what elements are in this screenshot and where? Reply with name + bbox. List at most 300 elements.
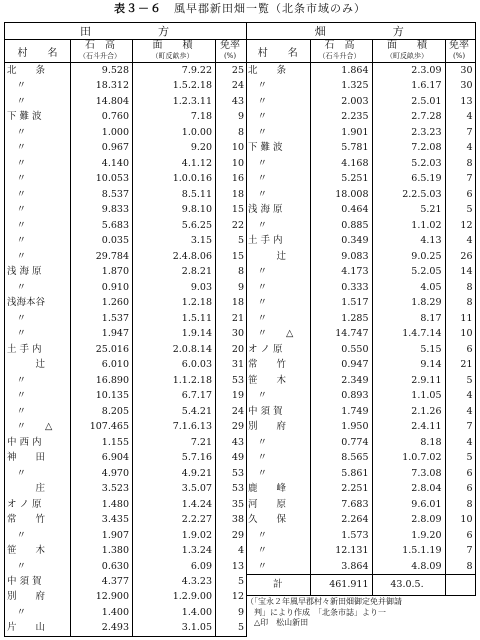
table-row	[246, 156, 475, 171]
table-row	[5, 419, 247, 434]
village-cell: 土 手 内	[248, 235, 283, 247]
village-cell: 別 府	[248, 421, 287, 433]
rate-cell: 29	[216, 528, 247, 543]
area-cell: 2.4.11	[372, 419, 445, 434]
area-cell: 7.18	[133, 109, 216, 124]
yield-cell: 7.683	[310, 497, 372, 512]
col-village-header: 村 名	[246, 40, 310, 63]
table-row	[5, 78, 247, 93]
rate-cell: 25	[216, 63, 247, 79]
yield-cell: 0.893	[310, 388, 372, 403]
table-row	[5, 233, 247, 248]
yield-cell: 1.000	[71, 125, 133, 140]
col-yield-header: 石 高 （石斗升合）	[71, 40, 133, 63]
area-cell: 1.0.0.16	[133, 171, 216, 186]
table-row	[246, 559, 475, 575]
rate-cell: 29	[216, 419, 247, 434]
yield-cell: 8.565	[310, 450, 372, 465]
village-cell: 〃	[7, 204, 27, 216]
table-row	[5, 171, 247, 186]
table-row	[5, 450, 247, 465]
area-cell: 2.8.09	[372, 512, 445, 527]
yield-cell: 25.016	[71, 342, 133, 357]
yield-cell: 2.493	[71, 620, 133, 636]
area-cell: 2.2.27	[133, 512, 216, 527]
area-cell: 2.2.5.03	[372, 187, 445, 202]
table-row	[5, 466, 247, 481]
area-cell: 2.8.04	[372, 481, 445, 496]
yield-cell: 1.260	[71, 295, 133, 310]
yield-cell: 0.760	[71, 109, 133, 124]
village-cell: 鹿 峰	[248, 483, 287, 495]
col-rate-header: 免率 (%)	[216, 40, 247, 63]
yield-cell: 6.010	[71, 357, 133, 372]
village-cell: 〃	[248, 529, 268, 541]
village-cell: 〃	[7, 250, 27, 262]
note-line: （「宝永２年風早郡村々新田畑御定免并御請	[246, 597, 402, 606]
yield-cell: 12.131	[310, 543, 372, 558]
area-cell: 1.1.02	[372, 218, 445, 233]
table-row	[246, 63, 475, 79]
yield-cell: 10.135	[71, 388, 133, 403]
rate-cell: 12	[445, 218, 475, 233]
area-cell: 9.14	[372, 357, 445, 372]
area-cell: 9.03	[133, 280, 216, 295]
area-cell: 1.5.11	[133, 311, 216, 326]
area-cell: 1.9.14	[133, 326, 216, 341]
table-row	[246, 140, 475, 155]
yield-cell: 14.804	[71, 94, 133, 109]
yield-cell: 1.901	[310, 125, 372, 140]
yield-cell: 0.910	[71, 280, 133, 295]
area-cell: 7.21	[133, 435, 216, 450]
village-cell: 〃	[248, 173, 268, 185]
village-cell: 下 難 波	[248, 142, 283, 154]
yield-cell: 4.140	[71, 156, 133, 171]
table-row	[5, 404, 247, 419]
rate-cell: 6	[445, 187, 475, 202]
village-cell: 〃	[248, 95, 268, 107]
area-cell: 1.5.2.18	[133, 78, 216, 93]
village-cell: 〃	[7, 390, 27, 402]
table-row	[5, 311, 247, 326]
area-cell: 5.4.21	[133, 404, 216, 419]
table-row	[5, 326, 247, 341]
village-cell: 別 府	[7, 591, 46, 603]
village-cell: 〃 △	[7, 421, 53, 433]
rate-cell: 8	[445, 497, 475, 512]
rate-cell: 43	[216, 94, 247, 109]
source-note	[246, 597, 475, 629]
village-cell: 〃	[248, 219, 268, 231]
village-cell: 〃	[248, 266, 268, 278]
table-title	[0, 0, 480, 18]
area-cell: 6.09	[133, 559, 216, 574]
area-cell: 4.05	[372, 280, 445, 295]
village-cell: 浅 海 原	[248, 204, 283, 216]
yield-cell: 9.083	[310, 249, 372, 264]
area-cell: 3.1.05	[133, 620, 216, 636]
area-cell: 1.4.24	[133, 497, 216, 512]
table-row	[5, 63, 247, 79]
yield-cell: 14.747	[310, 326, 372, 341]
area-cell: 3.15	[133, 233, 216, 248]
yield-cell: 1.480	[71, 497, 133, 512]
yield-cell: 16.890	[71, 373, 133, 388]
rate-cell: 8	[445, 295, 475, 310]
table-number: 表３－６	[114, 2, 162, 15]
table-row	[5, 605, 247, 620]
table-row	[246, 528, 475, 543]
area-cell: 2.5.01	[372, 94, 445, 109]
area-cell: 4.1.12	[133, 156, 216, 171]
table-row	[246, 171, 475, 186]
rate-cell: 18	[216, 295, 247, 310]
yield-cell: 107.465	[71, 419, 133, 434]
rate-cell: 30	[445, 63, 475, 79]
yield-cell: 18.008	[310, 187, 372, 202]
table-row	[5, 497, 247, 512]
rate-cell: 5	[216, 233, 247, 248]
area-cell: 2.7.28	[372, 109, 445, 124]
rate-cell: 4	[445, 435, 475, 450]
area-cell: 9.0.25	[372, 249, 445, 264]
yield-cell: 0.947	[310, 357, 372, 372]
yield-cell: 0.774	[310, 435, 372, 450]
village-cell: 〃 △	[248, 328, 294, 340]
village-cell: 〃	[248, 157, 268, 169]
table-row	[5, 512, 247, 527]
table-row	[5, 109, 247, 124]
table-row	[5, 559, 247, 574]
village-cell: 〃	[7, 328, 27, 340]
yield-cell: 1.947	[71, 326, 133, 341]
table-row	[5, 589, 247, 604]
area-cell: 7.3.08	[372, 466, 445, 481]
area-cell: 9.8.10	[133, 202, 216, 217]
area-cell: 1.8.29	[372, 295, 445, 310]
village-cell: オ ノ 原	[248, 343, 283, 355]
note-line: 判」により作成 「北条市誌」より一	[246, 607, 386, 617]
table-row	[246, 435, 475, 450]
area-cell: 8.17	[372, 311, 445, 326]
area-cell: 2.9.11	[372, 373, 445, 388]
village-cell: 〃	[248, 80, 268, 92]
table-row	[5, 357, 247, 372]
table-row	[246, 373, 475, 388]
table-row	[246, 280, 475, 295]
area-cell: 1.2.18	[133, 295, 216, 310]
rate-cell: 18	[216, 187, 247, 202]
area-cell: 4.9.21	[133, 466, 216, 481]
col-rate-header: 免率 (%)	[445, 40, 475, 63]
table-row	[246, 450, 475, 465]
rate-cell: 5	[216, 620, 247, 636]
area-cell: 7.9.22	[133, 63, 216, 79]
rate-cell: 4	[445, 233, 475, 248]
area-cell: 5.2.03	[372, 156, 445, 171]
village-cell: 片 山	[7, 622, 46, 634]
area-cell: 4.13	[372, 233, 445, 248]
village-cell: 庄	[7, 483, 46, 495]
table-row	[5, 125, 247, 140]
rate-cell: 4	[445, 109, 475, 124]
village-cell: 〃	[7, 80, 27, 92]
yield-cell: 5.781	[310, 140, 372, 155]
area-cell: 1.0.7.02	[372, 450, 445, 465]
table-row	[5, 342, 247, 357]
yield-cell: 0.630	[71, 559, 133, 574]
table-row	[5, 218, 247, 233]
village-cell: 〃	[248, 188, 268, 200]
rate-cell: 13	[216, 559, 247, 574]
table-row	[246, 326, 475, 341]
yield-cell: 5.251	[310, 171, 372, 186]
table-row	[246, 249, 475, 264]
rate-cell: 24	[216, 404, 247, 419]
rate-cell: 7	[445, 419, 475, 434]
rate-cell: 4	[445, 404, 475, 419]
rate-cell: 31	[216, 357, 247, 372]
area-cell: 7.2.08	[372, 140, 445, 155]
table-row	[246, 404, 475, 419]
village-cell: 久 保	[248, 514, 287, 526]
area-cell: 6.0.03	[133, 357, 216, 372]
rate-cell: 53	[216, 481, 247, 496]
yield-cell: 1.870	[71, 264, 133, 279]
rate-cell: 10	[216, 156, 247, 171]
area-cell: 9.20	[133, 140, 216, 155]
col-area-header: 面 積 （町反畝歩）	[372, 40, 445, 63]
table-row	[5, 481, 247, 496]
area-cell: 7.1.6.13	[133, 419, 216, 434]
area-cell: 5.7.16	[133, 450, 216, 465]
village-cell: 笹 木	[248, 374, 287, 386]
table-row	[246, 187, 475, 202]
area-cell: 5.15	[372, 342, 445, 357]
area-cell: 8.5.11	[133, 187, 216, 202]
village-cell: 笹 木	[7, 545, 46, 557]
rate-cell: 9	[216, 605, 247, 620]
village-cell: 北 条	[248, 65, 287, 76]
yield-cell: 1.907	[71, 528, 133, 543]
table-row	[5, 140, 247, 155]
yield-cell: 0.550	[310, 342, 372, 357]
village-cell: 北 条	[7, 65, 46, 76]
village-cell: 〃	[7, 606, 27, 618]
rate-cell: 19	[216, 388, 247, 403]
rate-cell: 10	[445, 326, 475, 341]
rate-cell: 5	[445, 373, 475, 388]
rate-cell: 4	[445, 140, 475, 155]
rate-cell: 9	[216, 109, 247, 124]
rate-cell: 24	[216, 78, 247, 93]
village-cell: 〃	[248, 312, 268, 324]
village-cell: 土 手 内	[7, 343, 42, 355]
yield-cell: 1.864	[310, 63, 372, 79]
area-cell: 1.6.17	[372, 78, 445, 93]
upland-section-title: 畑 方	[246, 23, 475, 40]
table-row	[5, 388, 247, 403]
yield-cell: 1.749	[310, 404, 372, 419]
rate-cell: 16	[216, 171, 247, 186]
area-cell: 5.6.25	[133, 218, 216, 233]
table-row	[5, 543, 247, 558]
yield-cell: 5.861	[310, 466, 372, 481]
area-cell: 1.9.02	[133, 528, 216, 543]
table-caption: 風早郡新田畑一覧（北条市域のみ）	[174, 2, 366, 15]
paddy-table	[4, 22, 247, 637]
table-row	[5, 249, 247, 264]
yield-cell: 0.967	[71, 140, 133, 155]
village-cell: 〃	[7, 529, 27, 541]
yield-cell: 2.264	[310, 512, 372, 527]
rate-cell: 53	[216, 373, 247, 388]
yield-cell: 2.003	[310, 94, 372, 109]
yield-cell: 4.970	[71, 466, 133, 481]
village-cell: 〃	[248, 281, 268, 293]
yield-cell: 9.528	[71, 63, 133, 79]
area-cell: 1.1.05	[372, 388, 445, 403]
village-cell: 〃	[7, 157, 27, 169]
yield-cell: 5.683	[71, 218, 133, 233]
village-cell: 〃	[7, 374, 27, 386]
yield-cell: 10.053	[71, 171, 133, 186]
area-cell: 1.1.2.18	[133, 373, 216, 388]
col-village-header: 村 名	[5, 40, 71, 63]
village-cell: 〃	[7, 281, 27, 293]
yield-cell: 18.312	[71, 78, 133, 93]
village-cell: 浅海本谷	[7, 297, 46, 309]
yield-cell: 12.900	[71, 589, 133, 604]
yield-cell: 0.885	[310, 218, 372, 233]
rate-cell: 8	[216, 125, 247, 140]
rate-cell: 6	[445, 466, 475, 481]
table-row	[246, 311, 475, 326]
village-cell: 〃	[248, 467, 268, 479]
area-cell: 1.4.7.14	[372, 326, 445, 341]
village-cell: 〃	[248, 436, 268, 448]
yield-cell: 1.325	[310, 78, 372, 93]
village-cell: オ ノ 原	[7, 498, 42, 510]
rate-cell: 22	[216, 218, 247, 233]
rate-cell: 5	[445, 202, 475, 217]
yield-cell: 0.464	[310, 202, 372, 217]
area-cell: 4.8.09	[372, 559, 445, 575]
village-cell: 〃	[7, 95, 27, 107]
yield-cell: 4.168	[310, 156, 372, 171]
table-row	[246, 481, 475, 496]
rate-cell: 8	[445, 559, 475, 575]
rate-cell: 20	[216, 342, 247, 357]
area-cell: 6.5.19	[372, 171, 445, 186]
table-row	[246, 512, 475, 527]
total-area: 43.0.5.	[372, 574, 445, 595]
village-cell: 〃	[7, 560, 27, 572]
rate-cell: 12	[216, 589, 247, 604]
area-cell: 1.9.20	[372, 528, 445, 543]
table-row	[246, 218, 475, 233]
area-cell: 5.2.05	[372, 264, 445, 279]
area-cell: 2.3.23	[372, 125, 445, 140]
village-cell: 〃	[248, 452, 268, 464]
area-cell: 1.2.3.11	[133, 94, 216, 109]
rate-cell: 9	[216, 280, 247, 295]
area-cell: 1.3.24	[133, 543, 216, 558]
village-cell: 〃	[7, 142, 27, 154]
village-cell: 〃	[248, 126, 268, 138]
table-row	[246, 125, 475, 140]
village-cell: 〃	[248, 111, 268, 123]
village-cell: 〃	[7, 188, 27, 200]
village-cell: 中 須 賀	[248, 405, 283, 417]
area-cell: 8.18	[372, 435, 445, 450]
village-cell: 〃	[7, 126, 27, 138]
yield-cell: 2.349	[310, 373, 372, 388]
rate-cell: 6	[445, 481, 475, 496]
village-cell: 常 竹	[248, 359, 287, 371]
rate-cell: 7	[445, 543, 475, 558]
village-cell: 常 竹	[7, 514, 46, 526]
table-row	[246, 233, 475, 248]
table-row	[246, 388, 475, 403]
rate-cell: 30	[216, 326, 247, 341]
area-cell: 3.5.07	[133, 481, 216, 496]
table-row	[246, 497, 475, 512]
yield-cell: 29.784	[71, 249, 133, 264]
yield-cell: 1.155	[71, 435, 133, 450]
table-row	[246, 109, 475, 124]
village-cell: 〃	[7, 219, 27, 231]
table-row	[5, 264, 247, 279]
village-cell: 浅 海 原	[7, 266, 42, 278]
village-cell: 神 田	[7, 452, 46, 464]
rate-cell: 4	[216, 543, 247, 558]
total-label: 計	[246, 574, 310, 595]
upland-table	[246, 22, 476, 596]
area-cell: 2.0.8.14	[133, 342, 216, 357]
rate-cell: 6	[445, 342, 475, 357]
yield-cell: 1.517	[310, 295, 372, 310]
table-row	[5, 187, 247, 202]
rate-cell: 4	[445, 388, 475, 403]
area-cell: 1.5.1.19	[372, 543, 445, 558]
yield-cell: 9.833	[71, 202, 133, 217]
area-cell: 2.3.09	[372, 63, 445, 79]
yield-cell: 6.904	[71, 450, 133, 465]
village-cell: 辻	[248, 250, 287, 262]
table-row	[5, 280, 247, 295]
rate-cell: 53	[216, 466, 247, 481]
rate-cell: 35	[216, 497, 247, 512]
table-row	[246, 357, 475, 372]
area-cell: 1.4.00	[133, 605, 216, 620]
yield-cell: 0.349	[310, 233, 372, 248]
village-cell: 〃	[7, 235, 27, 247]
rate-cell: 15	[216, 202, 247, 217]
table-row	[5, 295, 247, 310]
table-row	[246, 295, 475, 310]
area-cell: 5.21	[372, 202, 445, 217]
table-row	[5, 94, 247, 109]
rate-cell: 26	[445, 249, 475, 264]
rate-cell: 43	[216, 435, 247, 450]
area-cell: 1.0.00	[133, 125, 216, 140]
rate-cell: 7	[445, 125, 475, 140]
yield-cell: 1.400	[71, 605, 133, 620]
table-row	[246, 419, 475, 434]
village-cell: 河 原	[248, 498, 287, 510]
